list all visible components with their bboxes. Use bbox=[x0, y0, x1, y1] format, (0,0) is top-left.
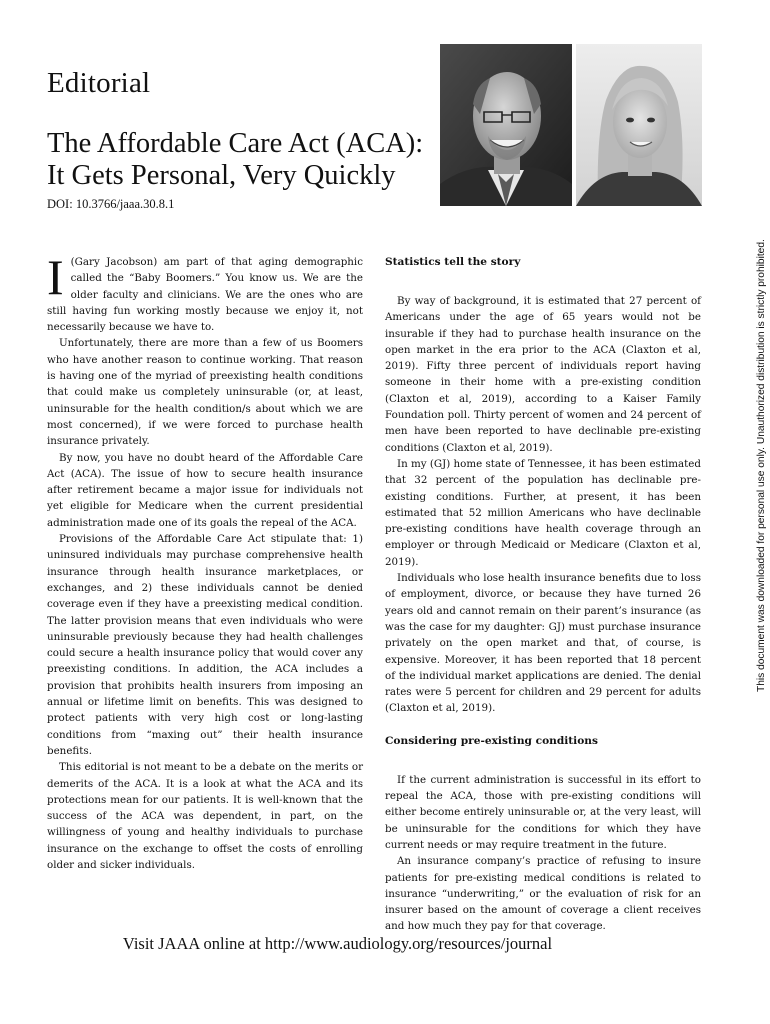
left-column bbox=[47, 249, 363, 873]
title-line-1: The Affordable Care Act (ACA): bbox=[47, 128, 424, 159]
footer-text: Visit JAAA online at http://www.audiology.org/resources/journal bbox=[122, 934, 553, 953]
paragraph: In my (GJ) home state of Tennessee, it has been estimated that 32 percent of the population has declinable pre-existing conditions. Further, at present, it has been estimated that 52 million Americans who have declinable pre-existing conditions have health coverage through an employer or through Medicaid or Medicare (Claxton et al, 2019). bbox=[385, 457, 701, 568]
author-photo-man bbox=[440, 44, 572, 206]
drop-cap: I bbox=[47, 249, 64, 305]
title-line-2: It Gets Personal, Very Quickly bbox=[47, 160, 396, 191]
paragraph: An insurance company’s practice of refusing to insure patients for pre-existing medical conditions is related to insurance “underwriting,” or the evaluation of risk for an insurer based on the amount of coverage a client receives and how much they pay for that coverage. bbox=[385, 855, 701, 933]
paragraph: If the current administration is successful in its effort to repeal the ACA, those with pre-existing conditions will either become entirely uninsurable or, at the very least, will be uninsurable for the conditions for which they have current needs or may require treatment in the future. bbox=[385, 773, 701, 851]
paragraph: By now, you have no doubt heard of the Affordable Care Act (ACA). The issue of how to secure health insurance after retirement became a major issue for individuals not yet eligible for Medicare when the current presidential administration made one of its goals the repeal of the ACA. bbox=[47, 451, 363, 529]
doi: DOI: 10.3766/jaaa.30.8.1 bbox=[47, 197, 175, 211]
paragraph: By way of background, it is estimated that 27 percent of Americans under the age of 65 years would not be insurable if they had to purchase health insurance on the open market in the era prior to the ACA (Claxton et al, 2019). Fifty three percent of individuals report having someone in their home with a pre-existing condition (Claxton et al, 2019), according to a Kaiser Family Foundation poll. Thirty percent of women and 24 percent of men have been reported to have declinable pre-existing conditions (Claxton et al, 2019). bbox=[385, 295, 701, 454]
paragraph: Unfortunately, there are more than a few of us Boomers who have another reason to continue working. That reason is having one of the myriad of preexisting health conditions that could make us completely uninsurable (or, at least, uninsurable for the health condition/s about which we are most concerned), if we were forced to purchase health insurance privately. bbox=[47, 337, 363, 448]
section-heading: Considering pre-existing conditions bbox=[385, 734, 598, 747]
section-label: Editorial bbox=[47, 67, 151, 99]
right-column bbox=[385, 254, 701, 935]
section-heading: Statistics tell the story bbox=[385, 256, 521, 268]
usage-notice: This document was downloaded for personal use only. Unauthorized distribution is strictly prohibited. bbox=[756, 239, 767, 692]
paragraph: This editorial is not meant to be a debate on the merits or demerits of the ACA. It is a look at what the ACA and its protections mean for our patients. It is well-known that the success of the ACA was dependent, in part, on the willingness of young and healthy individuals to purchase insurance on the exchange to offset the costs of enrolling older and sicker individuals. bbox=[47, 761, 363, 871]
author-photo-woman bbox=[576, 44, 702, 206]
paragraph: Provisions of the Affordable Care Act stipulate that: 1) uninsured individuals may purchase comprehensive health insurance through health insurance marketplaces, or exchanges, and 2) these individuals cannot be denied coverage even if they have a preexisting medical condition. The latter provision means that even individuals who were uninsurable previously because they had health challenges could secure a health insurance policy that would cover any preexisting conditions. In addition, the ACA includes a provision that prohibits health insurers from imposing an annual or lifetime limit on benefits. This was designed to protect patients with very high cost or long-lasting conditions from “maxing out” their health insurance benefits. bbox=[47, 533, 363, 757]
paragraph: I (Gary Jacobson) am part of that aging demographic called the “Baby Boomers.” You know us. We are the older faculty and clinicians. We are the ones who are still having fun working mostly because we enjoy it, not necessarily because we have to. bbox=[47, 249, 363, 334]
footer bbox=[0, 934, 770, 954]
paragraph: Individuals who lose health insurance benefits due to loss of employment, divorce, or because they have turned 26 years old and cannot remain on their parent’s insurance (as was the case for my daughter: GJ) must purchase insurance privately on the open market and that, of course, is expensive. Moreover, it has been reported that 18 percent of the individual market applications are denied. The denial rates were 5 percent for children and 29 percent for adults (Claxton et al, 2019). bbox=[385, 572, 701, 715]
article-title bbox=[47, 128, 437, 192]
